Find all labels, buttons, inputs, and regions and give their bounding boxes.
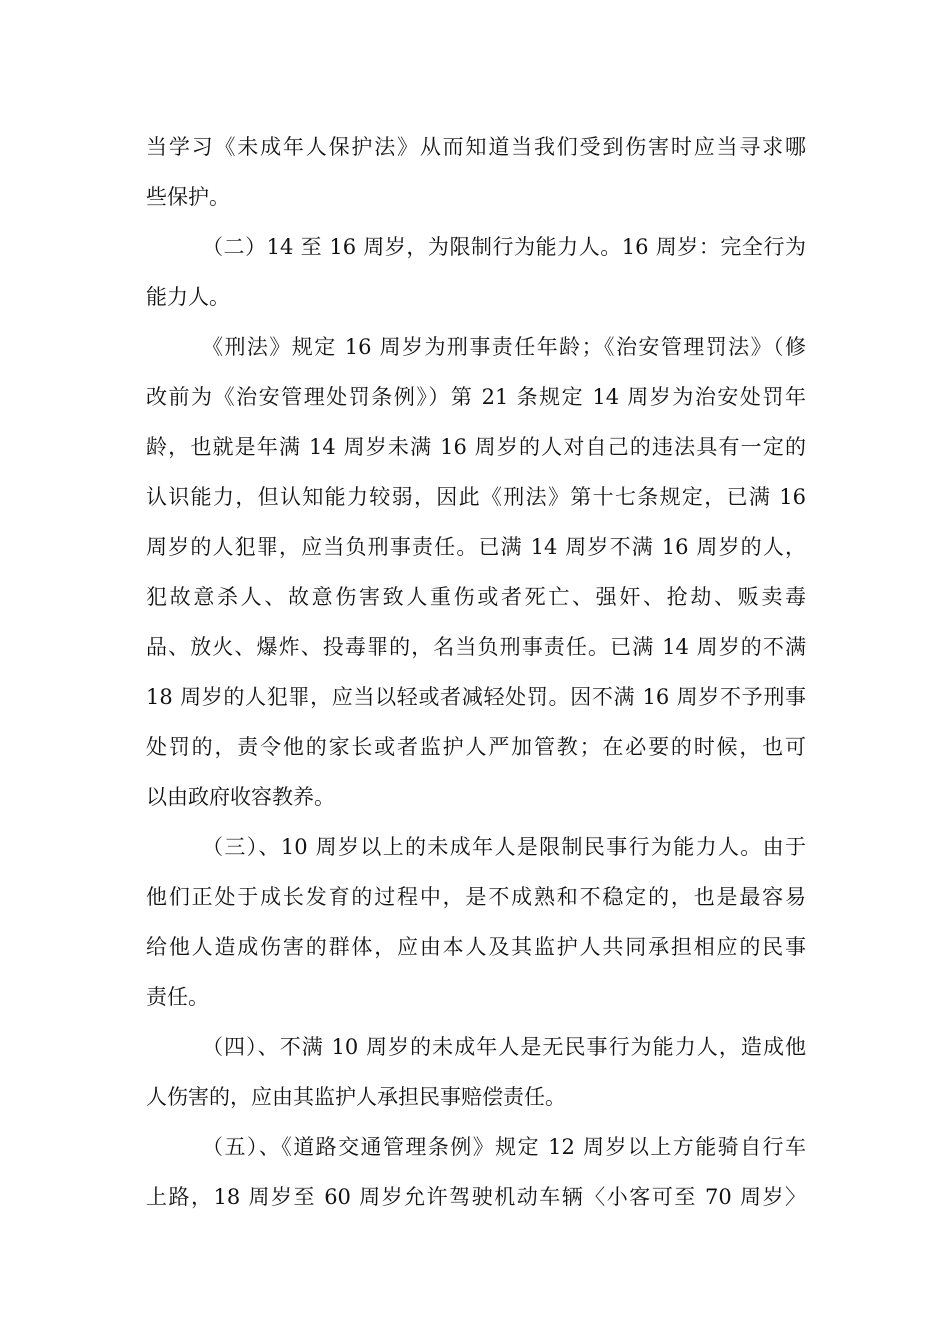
paragraph-start-line: （五）、《道路交通管理条例》规定 12 周岁以上方能骑自行车 (202, 1135, 806, 1159)
text-line: 18 周岁的人犯罪，应当以轻或者减轻处罚。因不满 16 周岁不予刑事 (146, 685, 806, 709)
text-line: 犯故意杀人、故意伤害致人重伤或者死亡、强奸、抢劫、贩卖毒 (146, 585, 806, 609)
text-line: 上路，18 周岁至 60 周岁允许驾驶机动车辆〈小客可至 70 周岁〉 (146, 1185, 806, 1209)
paragraph-start-line: （四）、不满 10 周岁的未成年人是无民事行为能力人，造成他 (202, 1035, 806, 1059)
paragraph-start-line: （二）14 至 16 周岁，为限制行为能力人。16 周岁：完全行为 (202, 235, 806, 259)
text-line: 龄，也就是年满 14 周岁未满 16 周岁的人对自己的违法具有一定的 (146, 435, 806, 459)
text-line: 周岁的人犯罪，应当负刑事责任。已满 14 周岁不满 16 周岁的人， (146, 535, 806, 559)
text-line: 品、放火、爆炸、投毒罪的，名当负刑事责任。已满 14 周岁的不满 (146, 635, 806, 659)
text-line: 人伤害的，应由其监护人承担民事赔偿责任。 (146, 1085, 566, 1109)
paragraph-start-line: （三）、10 周岁以上的未成年人是限制民事行为能力人。由于 (202, 835, 806, 859)
text-line: 责任。 (146, 985, 209, 1009)
text-line: 处罚的，责令他的家长或者监护人严加管教；在必要的时候，也可 (146, 735, 806, 759)
text-line: 能力人。 (146, 285, 230, 309)
text-line: 他们正处于成长发育的过程中，是不成熟和不稳定的，也是最容易 (146, 885, 806, 909)
text-line: 认识能力，但认知能力较弱，因此《刑法》第十七条规定，已满 16 (146, 485, 806, 509)
text-line: 些保护。 (146, 185, 230, 209)
paragraph-start-line: 《刑法》规定 16 周岁为刑事责任年龄；《治安管理罚法》（修 (202, 335, 806, 359)
text-line: 改前为《治安管理处罚条例》）第 21 条规定 14 周岁为治安处罚年 (146, 385, 806, 409)
text-line: 给他人造成伤害的群体，应由本人及其监护人共同承担相应的民事 (146, 935, 806, 959)
text-line: 以由政府收容教养。 (146, 785, 335, 809)
text-line: 当学习《未成年人保护法》从而知道当我们受到伤害时应当寻求哪 (146, 135, 806, 159)
document-body (146, 122, 806, 1222)
